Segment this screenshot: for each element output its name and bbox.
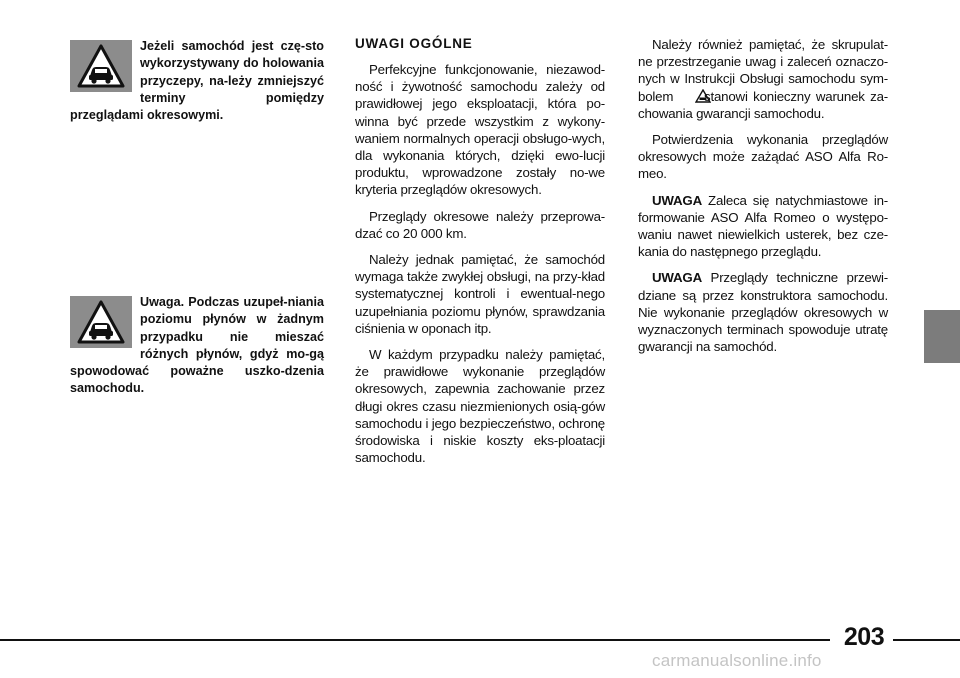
paragraph: Przeglądy okresowe należy przeprowa-dzać co 20 000 km. [355, 208, 605, 241]
paragraph: Potwierdzenia wykonania przeglądów okresowych może zażądać ASO Alfa Ro-meo. [638, 132, 888, 182]
section-heading: UWAGI OGÓLNE [355, 36, 473, 51]
general-notes-column [355, 36, 605, 475]
note-label: UWAGA [652, 270, 702, 286]
car-warning-triangle-icon [70, 296, 132, 348]
page-number: 203 [843, 623, 885, 651]
paragraph-symbol-note [638, 36, 888, 122]
footer-rule-right [893, 639, 960, 641]
watermark-text: carmanualsonline.info [652, 651, 822, 670]
warning-block-fluids [70, 294, 324, 398]
note-paragraph [638, 269, 888, 355]
note-text: Zaleca się natychmiastowe in-formowanie ASO Alfa Romeo o występo-waniu nawet niewielkich usterek, bez cze-kania do następnego przeglądu. [638, 192, 889, 260]
paragraph-text-start: Należy również pamiętać, że skrupulat-ne przestrzeganie uwag i zaleceń oznaczo-nych w Instrukcji Obsługi samochodu sym-bolem [638, 37, 888, 104]
warning-block-towing [70, 38, 324, 124]
paragraph: Perfekcyjne funkcjonowanie, niezawod-ność i żywotność samochodu zależy od prawidłowej jego eksploatacji, która po-winna być przede wszystkim z wykony-waniem normalnych operacji obsługo-wych, dla wykonania których, dzięki ewo-lucji produktu, wprowadzone zostały no-we kryteria przeglądów okresowych. [355, 62, 605, 198]
warning-text-towing: Jeżeli samochód jest czę-sto wykorzystywany do holowania przyczepy, na-leży zmniejszyć terminy pomiędzy przeglądami okresowymi. [70, 39, 324, 123]
note-paragraph [638, 192, 888, 261]
paragraph: Należy jednak pamiętać, że samochód wymaga także zwykłej obsługi, na przy-kład systematycznej kontroli i ewentual-nego uzupełniania poziomu płynów, sprawdzania ciśnienia w oponach itp. [355, 252, 605, 336]
footer-rule-left [0, 639, 830, 641]
paragraph: W każdym przypadku należy pamiętać, że prawidłowe wykonanie przeglądów okresowych, zapewnia zachowanie przez długi okres czasu niezmienionych osią-gów samochodu i jego bezpieczeństwo, ochronę środowiska i niskie koszty eks-ploatacji samochodu. [355, 347, 605, 466]
car-warning-triangle-icon [70, 40, 132, 92]
note-text: Przeglądy techniczne przewi-dziane są przez konstruktora samochodu. Nie wykonanie przeglądów okresowych w wyznaczonych terminach spowoduje utratę gwarancji na samochód. [638, 270, 888, 355]
warning-text-fluids: Uwaga. Podczas uzupeł-niania poziomu płynów w żadnym przypadku nie mieszać różnych płynów, gdyż mo-gą spowodować poważne uszko-dzenia samochodu. [70, 295, 324, 396]
right-text-column [638, 36, 888, 364]
section-tab-marker [924, 310, 960, 363]
car-warning-triangle-icon [681, 89, 697, 103]
paragraph-text-end: stanowi konieczny warunek za-chowania gwarancji samochodu. [638, 88, 888, 121]
note-label: UWAGA [652, 192, 702, 208]
